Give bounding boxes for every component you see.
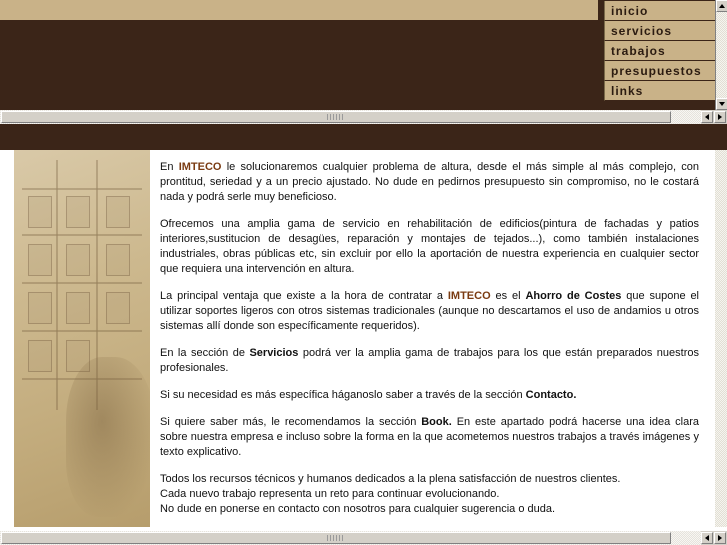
nav-item-servicios[interactable] [604, 21, 717, 41]
paragraph-seccion-servicios [160, 346, 699, 376]
banner-dark-panel [0, 20, 598, 110]
scrollbar-grip-icon [327, 535, 345, 541]
top-frame-vertical-scrollbar[interactable] [715, 0, 727, 110]
paragraph-intro [160, 160, 699, 205]
section-separator-bar [0, 124, 727, 150]
scroll-left-icon [705, 114, 709, 120]
nav-item-presupuestos[interactable] [604, 61, 717, 81]
text-run: En [160, 161, 179, 173]
scrollbar-track[interactable] [716, 12, 727, 98]
text-run: Ofrecemos una amplia gama de servicio en rehabilitación de edificios(pintura de fachadas y patios interiores,sustitucion de desagües, reparación y montajes de tejados...), como también instalaciones industriales, obras públicas etc, sin excluir por ello la aportación de nuestra experiencia en cualquier sector que requiera una intervención en altura. [160, 218, 699, 275]
article-text [150, 150, 713, 527]
scroll-left-button[interactable] [701, 111, 713, 123]
scroll-down-icon [719, 102, 725, 106]
main-content-frame [0, 150, 727, 527]
nav-item-links[interactable] [604, 81, 717, 101]
text-run: que supone el utilizar soportes ligeros con otros sistemas tradicionales (aunque no descartamos el uso de andamios u otros sistemas allí donde son específicamente requeridos). [160, 290, 700, 332]
text-run: podrá ver la amplia gama de trabajos para los que están preparados nuestros profesionales. [160, 347, 699, 374]
banner-top-strip [0, 0, 598, 20]
scroll-up-icon [719, 4, 725, 8]
text-run: En este apartado podrá hacerse una idea clara sobre nuestra empresa e incluso sobre la forma en la que acometemos nuestros trabajos a través imágenes y texto explicativo. [160, 416, 699, 458]
top-frame-horizontal-scrollbar[interactable] [0, 110, 727, 124]
worker-silhouette [66, 357, 150, 517]
emphasis-book: Book. [421, 416, 452, 428]
nav-item-label: servicios [611, 23, 673, 38]
main-navigation [604, 0, 717, 101]
nav-item-label: inicio [611, 3, 649, 18]
scroll-down-button[interactable] [716, 98, 727, 110]
scroll-left-icon [705, 535, 709, 541]
paragraph-contacto [160, 388, 699, 403]
scroll-right-button[interactable] [714, 532, 726, 544]
window-horizontal-scrollbar[interactable] [0, 531, 727, 545]
scroll-right-button[interactable] [714, 111, 726, 123]
nav-item-trabajos[interactable] [604, 41, 717, 61]
text-run: Si quiere saber más, le recomendamos la sección [160, 416, 422, 428]
text-run: La principal ventaja que existe a la hora de contratar a [160, 290, 448, 302]
scroll-up-button[interactable] [716, 0, 727, 12]
text-run: Cada nuevo trabajo representa un reto para continuar evolucionando. [160, 488, 500, 500]
paragraph-cierre-2 [160, 487, 699, 502]
scrollbar-track[interactable] [715, 150, 727, 527]
paragraph-servicios [160, 217, 699, 277]
text-run: Si su necesidad es más específica háganoslo saber a través de la sección [160, 389, 526, 401]
paragraph-cierre-1 [160, 472, 699, 487]
left-gutter [0, 150, 14, 527]
nav-item-inicio[interactable] [604, 1, 717, 21]
emphasis-contacto: Contacto. [525, 389, 577, 401]
text-run: le solucionaremos cualquier problema de altura, desde el más simple al más complejo, con prontitud, seriedad y a un precio ajustado. No dude en pedirnos presupuesto sin compromiso, no le costará nada y podrá serle muy beneficioso. [160, 161, 699, 203]
paragraph-cierre-3 [160, 502, 699, 517]
scrollbar-thumb[interactable] [1, 532, 671, 544]
emphasis-ahorro-costes: Ahorro de Costes [525, 290, 622, 302]
text-run: No dude en ponerse en contacto con nosotros para cualquier sugerencia o duda. [160, 503, 556, 515]
scroll-right-icon [718, 535, 722, 541]
paragraph-book [160, 415, 699, 460]
brand-name: IMTECO [447, 290, 491, 302]
nav-item-label: presupuestos [611, 63, 702, 78]
brand-name: IMTECO [178, 161, 222, 173]
scrollbar-thumb[interactable] [1, 111, 671, 123]
nav-item-label: links [611, 83, 644, 98]
scroll-left-button[interactable] [701, 532, 713, 544]
text-run: En la sección de [160, 347, 250, 359]
text-run: Todos los recursos técnicos y humanos dedicados a la plena satisfacción de nuestros clientes. [160, 473, 621, 485]
scrollbar-grip-icon [327, 114, 345, 120]
scroll-right-icon [718, 114, 722, 120]
paragraph-ventaja [160, 289, 699, 334]
facade-photo [14, 150, 150, 527]
nav-item-label: trabajos [611, 43, 666, 58]
emphasis-servicios: Servicios [249, 347, 299, 359]
main-frame-vertical-scrollbar[interactable] [715, 150, 727, 527]
text-run: es el [490, 290, 526, 302]
